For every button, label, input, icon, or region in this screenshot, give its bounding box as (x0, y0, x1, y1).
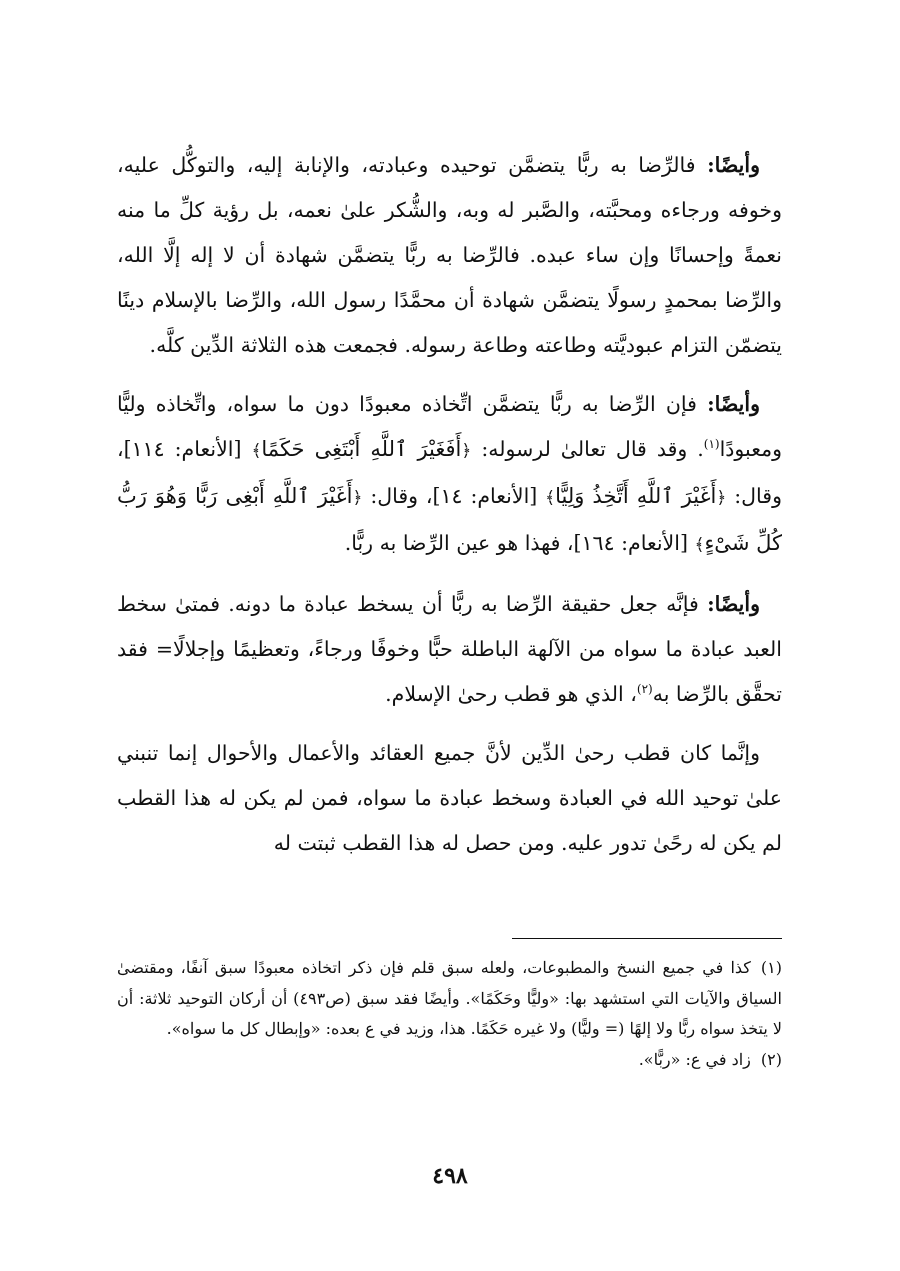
paragraph-3 (117, 582, 782, 717)
page-number: ٤٩٨ (432, 1163, 468, 1189)
paragraph-text: ، فهذا هو عين الرِّضا به ربًّا. (344, 531, 574, 555)
paragraph-text: فإن الرِّضا به ربًّا يتضمَّن اتِّخاذه معبودًا دون ما سواه، واتِّخاذه وليًّا ومعبودًا (117, 392, 782, 461)
verse-reference: [الأنعام: ١٦٤] (573, 531, 688, 555)
paragraph-lead: وأيضًا: (707, 392, 760, 416)
paragraph-text: ، وقال: (117, 437, 782, 508)
paragraph-text: ، الذي هو قطب رحىٰ الإسلام. (385, 682, 637, 706)
footnote-text: زاد في ع: «ربًّا». (638, 1049, 751, 1069)
verse-reference: [الأنعام: ١١٤] (123, 437, 242, 461)
verse-bracket-close: ﴾ (694, 535, 705, 555)
quran-verse: أَغَيْرَ ٱللَّهِ أَبْغِى رَبًّا وَهُوَ رَبُّ كُلِّ شَىْءٍ (117, 484, 782, 555)
paragraph-4 (117, 731, 782, 866)
verse-bracket-open: ﴿ (716, 488, 727, 508)
paragraph-1 (117, 143, 782, 368)
paragraph-lead: وأيضًا: (707, 592, 760, 616)
verse-bracket-close: ﴾ (251, 441, 262, 461)
footnotes (117, 953, 782, 1075)
footnote-text: كذا في جميع النسخ والمطبوعات، ولعله سبق قلم فإن ذكر اتخاذه معبودًا سبق آنفًا، ومقتضىٰ السياق والآيات التي استشهد بها: «وليًّا وحَكَمًا». وأيضًا فقد سبق (ص٤٩٣) أن أركان التوحيد ثلاثة: أن لا يتخذ سواه ربًّا ولا إلهًا (= وليًّا) ولا غيره حَكَمًا. هذا، وزيد في ع بعده: «وإبطال كل ما سواه». (117, 958, 782, 1038)
verse-bracket-open: ﴿ (461, 441, 472, 461)
verse-bracket-close: ﴾ (545, 488, 556, 508)
footnote-number: (٢) (760, 1049, 782, 1069)
paragraph-text: فإنَّه جعل حقيقة الرِّضا به ربًّا أن يسخط عبادة ما دونه. فمتىٰ سخط العبد عبادة ما سواه من الآلهة الباطلة حبًّا وخوفًا ورجاءً، وتعظيمًا وإجلالًا= فقد تحقَّق بالرِّضا به (117, 592, 782, 706)
footnote-1 (117, 953, 782, 1045)
paragraph-lead: وأيضًا: (707, 153, 760, 177)
quran-verse: أَفَغَيْرَ ٱللَّهِ أَبْتَغِى حَكَمًا (261, 437, 462, 461)
main-text (117, 143, 782, 880)
footnote-ref-2[interactable]: (٢) (636, 682, 653, 697)
footnote-separator (512, 938, 782, 939)
paragraph-2 (117, 382, 782, 568)
paragraph-text: . وقد قال تعالىٰ لرسوله: (481, 437, 704, 461)
paragraph-text: وإنَّما كان قطب رحىٰ الدِّين لأنَّ جميع العقائد والأعمال والأحوال إنما تنبني علىٰ توحيد الله في العبادة وسخط عبادة ما سواه، فمن لم يكن له هذا القطب لم يكن له رحًىٰ تدور عليه. ومن حصل له هذا القطب ثبتت له (117, 741, 782, 855)
paragraph-text: فالرِّضا به ربًّا يتضمَّن توحيده وعبادته، والإنابة إليه، والتوكُّل عليه، وخوفه ورجاءه ومحبَّته، والصَّبر له وبه، والشُّكر علىٰ نعمه، بل رؤية كلِّ ما منه نعمةً وإحسانًا وإن ساء عبده. فالرِّضا به ربًّا يتضمَّن شهادة أن لا إله إلَّا الله، والرِّضا بمحمدٍ رسولًا يتضمَّن شهادة أن محمَّدًا رسول الله، والرِّضا بالإسلام دينًا يتضمّن التزام عبوديَّته وطاعته وطاعة رسوله. فجمعت هذه الثلاثة الدِّين كلَّه. (117, 153, 782, 357)
footnote-ref-1[interactable]: (١) (703, 437, 720, 452)
verse-reference: [الأنعام: ١٤] (432, 484, 538, 508)
paragraph-text: ، وقال: (370, 484, 433, 508)
quran-verse: أَغَيْرَ ٱللَّهِ أَتَّخِذُ وَلِيًّا (555, 484, 717, 508)
footnote-number: (١) (760, 958, 782, 977)
verse-bracket-open: ﴿ (352, 488, 363, 508)
footnote-2 (117, 1045, 782, 1076)
